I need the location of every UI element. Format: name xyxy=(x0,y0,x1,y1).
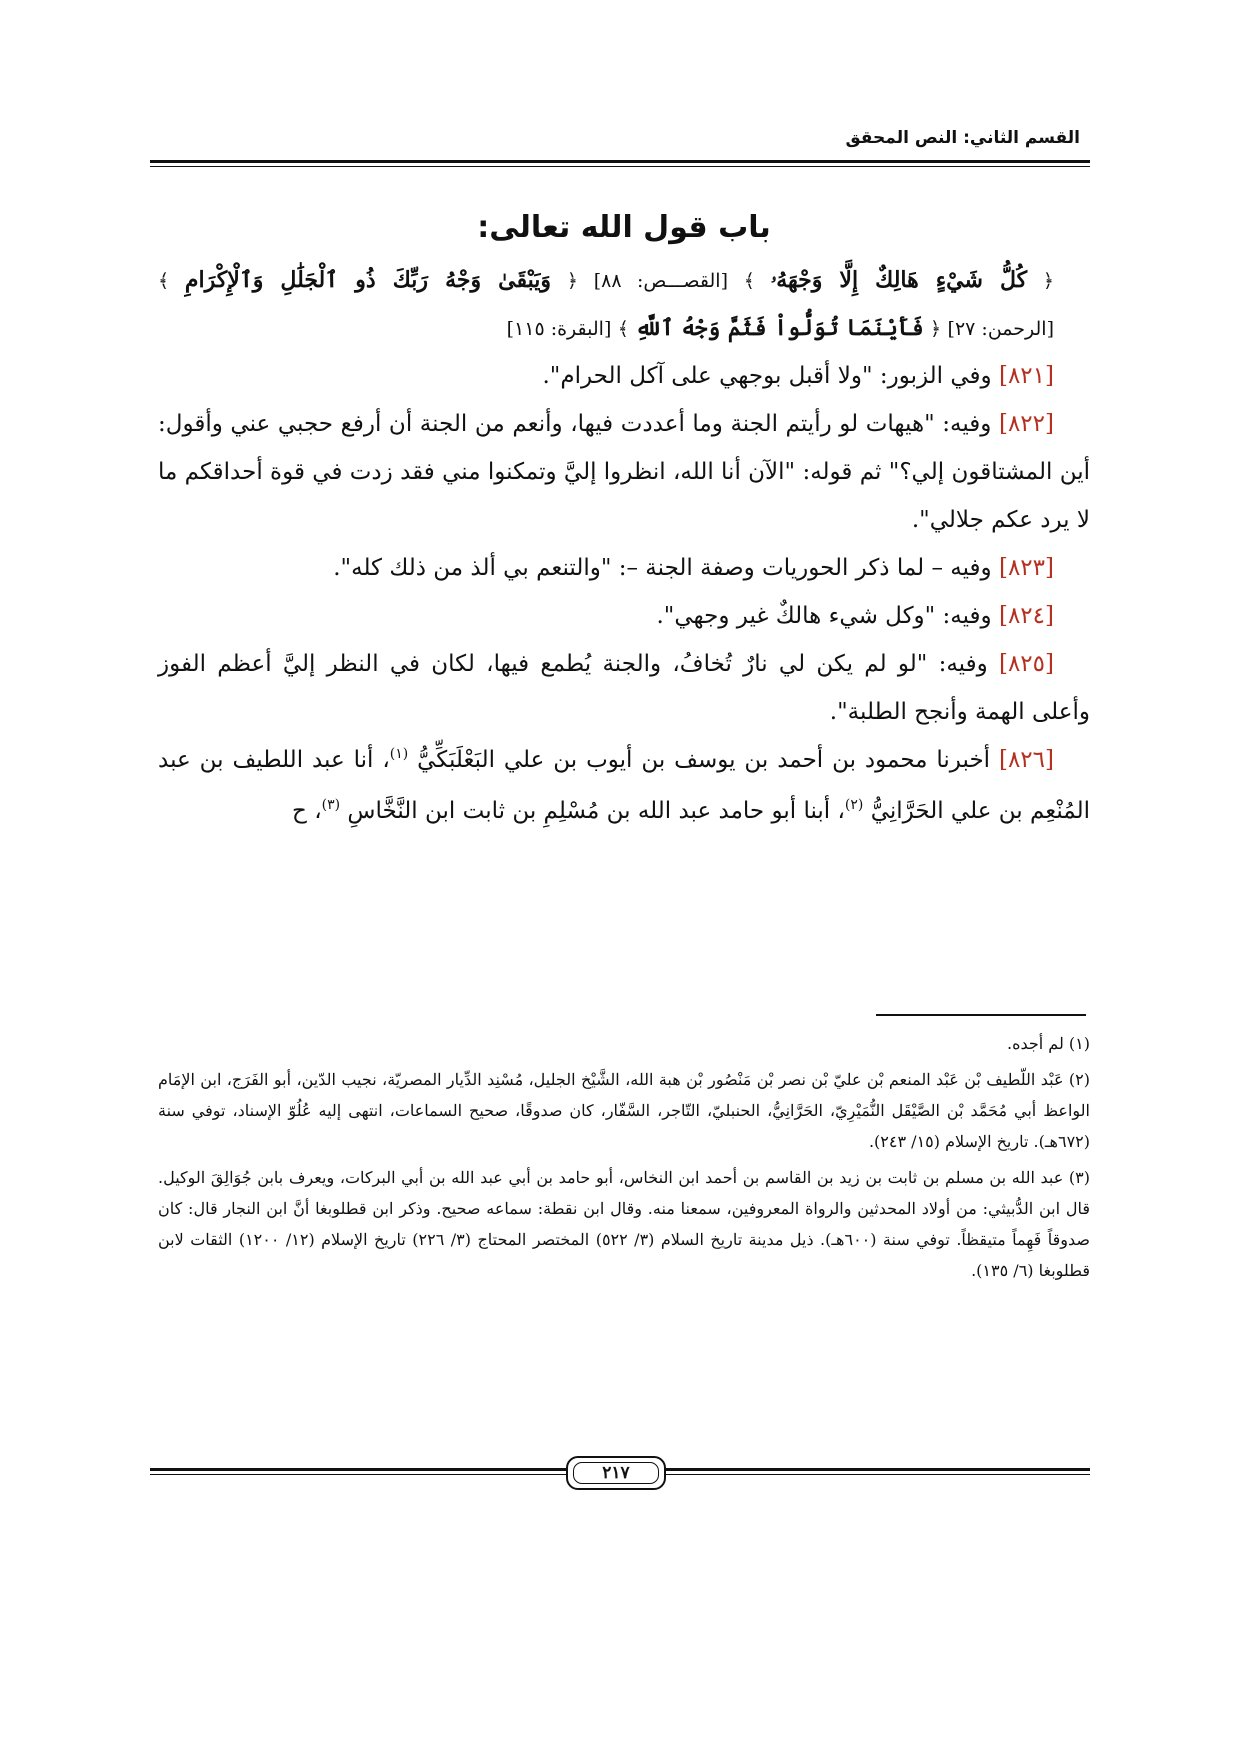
footnotes xyxy=(158,1028,1090,1291)
footnote-ref-1[interactable]: (١) xyxy=(389,746,409,762)
entry-824 xyxy=(158,592,1090,640)
entry-826 xyxy=(158,736,1090,838)
page-number-frame xyxy=(566,1456,666,1490)
chapter-title-colon: : xyxy=(477,210,490,245)
footnote-ref-2[interactable]: (٢) xyxy=(844,797,864,813)
entry-text: ، أنا عبد اللطيف بن عبد المُنْعِم بن علي الحَرَّانِيُّ xyxy=(158,747,1090,824)
footnote-ref-3[interactable]: (٣) xyxy=(321,797,341,813)
verse-close-ornament: ﴾ xyxy=(743,270,755,292)
verse-open-ornament: ﴿ xyxy=(1042,270,1055,292)
footnote-3: (٣) عبد الله بن مسلم بن ثابت بن زيد بن القاسم بن أحمد ابن النخاس، أبو حامد بن أبي عبد الله بن أبي البركات، ويعرف بابن جُوَالِقَ الوكيل. قال ابن الدُّبيثي: من أولاد المحدثين والرواة المعروفين، سمعنا منه. وقال ابن نقطة: سماعه صحيح. وذكر ابن قطلوبغا أنَّ ابن النجار قال: كان صدوقاً فَهِماً متيقظاً. توفي سنة (٦٠٠هـ). ذيل مدينة تاريخ السلام (٣/ ٥٢٢) المختصر المحتاج (٣/ ٢٢٦) تاريخ الإسلام (١٢/ ١٢٠٠) الثقات لابن قطلوبغا (٦/ ١٣٥). xyxy=(158,1168,1091,1280)
page-number: ٢١٧ xyxy=(573,1462,659,1484)
footnote-1: (١) لم أجده. xyxy=(1007,1034,1090,1053)
verse-line-2 xyxy=(158,304,1090,352)
entry-text: وفيه – لما ذكر الحوريات وصفة الجنة –: "والتنعم بي ألذ من ذلك كله". xyxy=(333,555,999,581)
running-title: القسم الثاني: النص المحقق xyxy=(845,128,1080,148)
entry-823 xyxy=(158,544,1090,592)
verse-ref-2: [الرحمن: ٢٧] xyxy=(947,318,1054,340)
chapter-title-text: باب قول الله تعالى xyxy=(489,210,771,245)
quran-verse-2: وَيَبْقَىٰ وَجْهُ رَبِّكَ ذُو ٱلْجَلَٰلِ وَٱلْإِكْرَامِ xyxy=(184,267,552,293)
header-rule-thick xyxy=(150,160,1090,163)
verse-ref-3: [البقرة: ١١٥] xyxy=(506,318,612,340)
entry-number: [٨٢١] xyxy=(998,363,1054,389)
verse-open-ornament: ﴿ xyxy=(566,270,578,292)
footnote-2: (٢) عَبْد اللّطيف بْن عَبْد المنعم بْن عليّ بْن نصر بْن مَنْصُور بْن هبة الله، الشَّيْخ الجليل، مُسْنِد الدِّيار المصريّة، نجيب الدّين، أبو الفَرَج، ابن الإمَام الواعظ أبي مُحَمَّد بْن الصَّيْقَل النُّمَيْرِيّ، الحَرَّانِيُّ، الحنبليّ، التّاجر، السَّفّار، كان صدوقًا، صحيح السماعات، انتهى إليه عُلُوّ الإسناد، توفي سنة (٦٧٢هـ). تاريخ الإسلام (١٥/ ٢٤٣). xyxy=(158,1070,1090,1151)
verse-close-ornament: ﴾ xyxy=(158,270,170,292)
entry-number: [٨٢٦] xyxy=(998,747,1054,773)
entry-821 xyxy=(158,352,1090,400)
verse-line-1 xyxy=(158,256,1090,304)
entry-number: [٨٢٢] xyxy=(998,411,1054,437)
entry-text: وفيه: "وكل شيء هالكٌ غير وجهي". xyxy=(656,603,999,629)
entry-text: ، أبنا أبو حامد عبد الله بن مُسْلِمِ بن ثابت ابن النَّخَّاسِ xyxy=(340,798,845,824)
quran-verse-3: فَأَيْنَمَا تُوَلُّواْ فَثَمَّ وَجْهُ ٱللَّهِ xyxy=(635,315,924,341)
quran-verse-1: كُلُّ شَيْءٍ هَالِكٌ إِلَّا وَجْهَهُۥ xyxy=(770,267,1028,293)
entry-825 xyxy=(158,640,1090,736)
entry-text: ، ح xyxy=(292,798,322,824)
main-text xyxy=(158,200,1090,838)
header-rule-thin xyxy=(150,166,1090,167)
footnote-separator xyxy=(876,1014,1086,1016)
verse-open-ornament: ﴿ xyxy=(930,318,942,340)
entry-number: [٨٢٣] xyxy=(998,555,1054,581)
entry-text: وفيه: "هيهات لو رأيتم الجنة وما أعددت فيها، وأنعم من الجنة أن أرفع حجبي عني وأقول: أين المشتاقون إلي؟" ثم قوله: "الآن أنا الله، انظروا إليَّ وتمكنوا مني فقد زدت في قوة أحداقكم ما لا يرد عكم جلالي". xyxy=(158,411,1090,533)
verse-ref-1: [القصـــص: ٨٨] xyxy=(593,270,728,292)
entry-text: أخبرنا محمود بن أحمد بن يوسف بن أيوب بن علي البَعْلَبَكِّيُّ xyxy=(408,747,999,773)
entry-number: [٨٢٥] xyxy=(998,651,1054,677)
entry-text: وفيه: "لو لم يكن لي نارٌ تُخافُ، والجنة يُطمع فيها، لكان في النظر إليَّ أعظم الفوز وأعلى الهمة وأنجح الطلبة". xyxy=(158,651,1090,725)
chapter-title xyxy=(158,200,1090,256)
verse-close-ornament: ﴾ xyxy=(617,318,629,340)
entry-822 xyxy=(158,400,1090,544)
entry-text: وفي الزبور: "ولا أقبل بوجهي على آكل الحرام". xyxy=(542,363,999,389)
entry-number: [٨٢٤] xyxy=(998,603,1054,629)
